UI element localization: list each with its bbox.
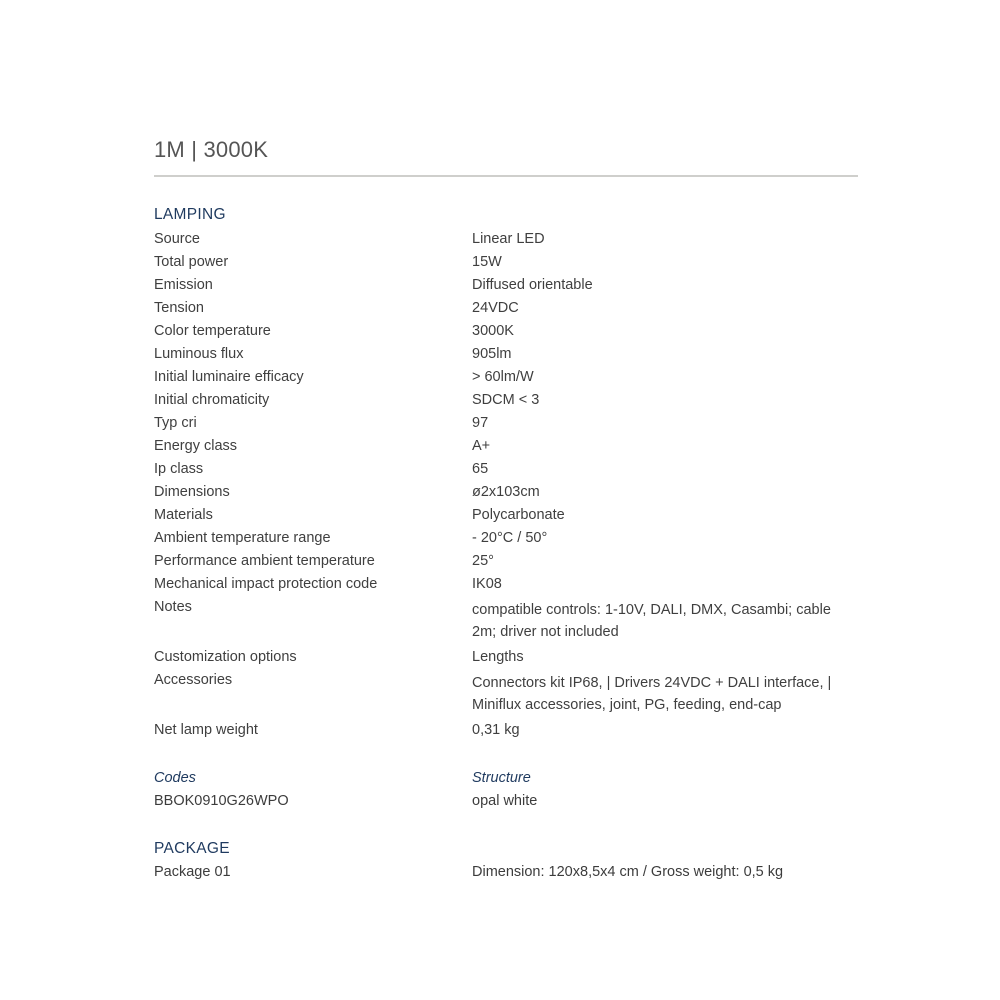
spec-value: Linear LED bbox=[472, 231, 545, 247]
spec-label: Total power bbox=[154, 254, 229, 270]
spec-value: compatible controls: 1-10V, DALI, DMX, Casambi; cable 2m; driver not included bbox=[472, 602, 831, 640]
spec-row-materials bbox=[154, 504, 858, 526]
spec-row-accessories bbox=[154, 669, 858, 716]
spec-row-ambient-temperature-range bbox=[154, 527, 858, 549]
spec-label: Emission bbox=[154, 277, 213, 293]
spec-row-notes bbox=[154, 596, 858, 643]
spec-row-luminous-flux bbox=[154, 343, 858, 365]
structure-value: opal white bbox=[472, 793, 538, 809]
spec-value: 0,31 kg bbox=[472, 722, 520, 738]
spec-value: A+ bbox=[472, 438, 491, 454]
spec-value: Diffused orientable bbox=[472, 277, 593, 293]
spec-value: 65 bbox=[472, 461, 489, 477]
spec-value: 15W bbox=[472, 254, 502, 270]
spec-row-dimensions bbox=[154, 481, 858, 503]
spec-value: > 60lm/W bbox=[472, 369, 534, 385]
spec-label: Ambient temperature range bbox=[154, 530, 331, 546]
package-row bbox=[154, 861, 858, 884]
codes-heading: Codes bbox=[154, 770, 196, 786]
package-label: Package 01 bbox=[154, 864, 231, 880]
spec-value: Polycarbonate bbox=[472, 507, 565, 523]
spec-row-emission bbox=[154, 274, 858, 296]
spec-value: 97 bbox=[472, 415, 489, 431]
spec-row-tension bbox=[154, 297, 858, 319]
spec-row-initial-efficacy bbox=[154, 366, 858, 388]
spec-label: Materials bbox=[154, 507, 213, 523]
spec-value: Connectors kit IP68, | Drivers 24VDC + DALI interface, | Miniflux accessories, joint, PG, feeding, end-cap bbox=[472, 675, 832, 713]
spec-row-source bbox=[154, 228, 858, 250]
spec-row-customization-options bbox=[154, 646, 858, 668]
spec-value: 24VDC bbox=[472, 300, 519, 316]
spec-row-initial-chromaticity bbox=[154, 389, 858, 411]
spec-label: Ip class bbox=[154, 461, 204, 477]
spec-value: SDCM < 3 bbox=[472, 392, 540, 408]
spec-value: ø2x103cm bbox=[472, 484, 540, 500]
spec-row-total-power bbox=[154, 251, 858, 273]
spec-label: Initial luminaire efficacy bbox=[154, 369, 304, 385]
spec-row-color-temperature bbox=[154, 320, 858, 342]
codes-headings-row bbox=[154, 767, 858, 790]
spec-value: Lengths bbox=[472, 649, 524, 665]
package-heading: PACKAGE bbox=[154, 840, 230, 857]
spec-label: Source bbox=[154, 231, 200, 247]
title-divider bbox=[154, 175, 858, 177]
spec-label: Energy class bbox=[154, 438, 238, 454]
spec-label: Net lamp weight bbox=[154, 722, 258, 738]
spec-label: Tension bbox=[154, 300, 204, 316]
page-title: 1M | 3000K bbox=[154, 137, 269, 162]
lamping-heading: LAMPING bbox=[154, 206, 226, 223]
lamping-spec-table bbox=[154, 228, 858, 742]
spec-value: 3000K bbox=[472, 323, 514, 339]
spec-label: Notes bbox=[154, 599, 192, 615]
spec-label: Accessories bbox=[154, 672, 233, 688]
spec-value: IK08 bbox=[472, 576, 502, 592]
structure-heading: Structure bbox=[472, 770, 531, 786]
spec-row-performance-ambient-temperature bbox=[154, 550, 858, 572]
spec-label: Color temperature bbox=[154, 323, 271, 339]
spec-value: 905lm bbox=[472, 346, 512, 362]
spec-sheet bbox=[154, 0, 858, 1000]
package-value: Dimension: 120x8,5x4 cm / Gross weight: 0,5 kg bbox=[472, 864, 784, 880]
spec-value: 25° bbox=[472, 553, 494, 569]
spec-label: Customization options bbox=[154, 649, 297, 665]
spec-label: Performance ambient temperature bbox=[154, 553, 375, 569]
spec-row-typ-cri bbox=[154, 412, 858, 434]
product-code: BBOK0910G26WPO bbox=[154, 793, 289, 809]
codes-section bbox=[154, 767, 858, 813]
spec-row-ip-class bbox=[154, 458, 858, 480]
spec-value: - 20°C / 50° bbox=[472, 530, 548, 546]
spec-row-net-lamp-weight bbox=[154, 719, 858, 741]
spec-label: Dimensions bbox=[154, 484, 230, 500]
spec-label: Luminous flux bbox=[154, 346, 244, 362]
spec-row-impact-protection-code bbox=[154, 573, 858, 595]
spec-label: Typ cri bbox=[154, 415, 197, 431]
spec-label: Mechanical impact protection code bbox=[154, 576, 378, 592]
spec-label: Initial chromaticity bbox=[154, 392, 270, 408]
spec-row-energy-class bbox=[154, 435, 858, 457]
codes-values-row bbox=[154, 790, 858, 813]
